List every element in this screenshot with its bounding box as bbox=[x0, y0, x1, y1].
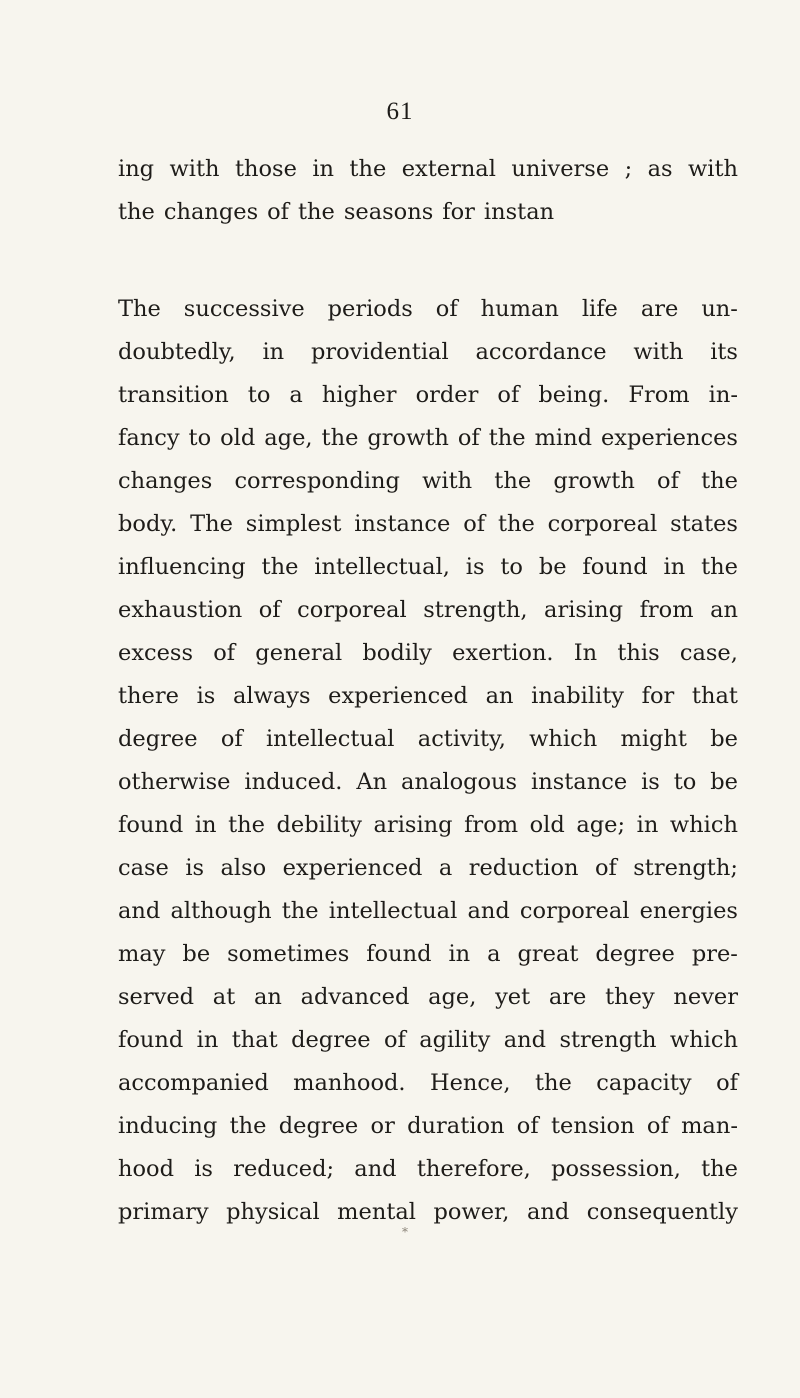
word: manhood. bbox=[293, 1070, 406, 1096]
word: duration bbox=[407, 1113, 505, 1139]
word: arising bbox=[373, 812, 453, 838]
word: the bbox=[349, 156, 387, 182]
word: capacity bbox=[596, 1070, 692, 1096]
word: found bbox=[118, 812, 184, 838]
word: found bbox=[366, 941, 432, 967]
text-line bbox=[118, 632, 738, 675]
text-line bbox=[118, 191, 738, 234]
word: consequently bbox=[586, 1199, 738, 1225]
word: advanced bbox=[300, 984, 410, 1010]
word: age, bbox=[264, 425, 313, 451]
word: old bbox=[220, 425, 256, 451]
word: order bbox=[415, 382, 479, 408]
word: strength, bbox=[423, 597, 528, 623]
word: for bbox=[442, 199, 475, 225]
word: never bbox=[673, 984, 738, 1010]
word: the bbox=[701, 468, 738, 494]
word: of bbox=[657, 468, 679, 494]
word: with bbox=[633, 339, 684, 365]
word: this bbox=[617, 640, 660, 666]
paragraph-1 bbox=[118, 148, 738, 234]
text-line bbox=[118, 148, 738, 191]
word: transition bbox=[118, 382, 229, 408]
word: exhaustion bbox=[118, 597, 243, 623]
word: corporeal bbox=[297, 597, 407, 623]
text-line bbox=[118, 1062, 738, 1105]
word: served bbox=[118, 984, 195, 1010]
word: being. bbox=[538, 382, 610, 408]
word: degree bbox=[118, 726, 198, 752]
word: great bbox=[517, 941, 579, 967]
word: are bbox=[640, 296, 679, 322]
text-line bbox=[118, 1148, 738, 1191]
word: changes bbox=[163, 199, 259, 225]
word: tension bbox=[550, 1113, 635, 1139]
word: excess bbox=[118, 640, 194, 666]
word: be bbox=[710, 726, 738, 752]
word: power, bbox=[433, 1199, 510, 1225]
word: hood bbox=[118, 1156, 174, 1182]
word: analogous bbox=[401, 769, 518, 795]
word: simplest bbox=[245, 511, 342, 537]
word: agility bbox=[419, 1027, 491, 1053]
word: and bbox=[503, 1027, 547, 1053]
word: the bbox=[281, 898, 319, 924]
word: primary bbox=[118, 1199, 209, 1225]
word: the bbox=[701, 554, 738, 580]
word: corporeal bbox=[519, 898, 630, 924]
word: degree bbox=[595, 941, 675, 967]
word: in bbox=[312, 156, 334, 182]
word: is bbox=[185, 855, 205, 881]
word: is bbox=[196, 683, 216, 709]
word: successive bbox=[183, 296, 305, 322]
word: the bbox=[488, 425, 526, 451]
word: the bbox=[701, 1156, 738, 1182]
text-line bbox=[118, 331, 738, 374]
word: external bbox=[401, 156, 496, 182]
word: in bbox=[636, 812, 659, 838]
word: growth bbox=[367, 425, 449, 451]
text-line bbox=[118, 417, 738, 460]
word: body. bbox=[118, 511, 178, 537]
text-line bbox=[118, 718, 738, 761]
word: the bbox=[298, 199, 335, 225]
word: bodily bbox=[362, 640, 432, 666]
word: is bbox=[194, 1156, 213, 1182]
word: to bbox=[673, 769, 697, 795]
word: they bbox=[605, 984, 655, 1010]
word: of bbox=[383, 1027, 406, 1053]
word: to bbox=[188, 425, 212, 451]
word: Hence, bbox=[430, 1070, 511, 1096]
word: of bbox=[463, 511, 486, 537]
word: with bbox=[688, 156, 738, 182]
word: accompanied bbox=[118, 1070, 269, 1096]
word: is bbox=[641, 769, 660, 795]
word: degree bbox=[291, 1027, 371, 1053]
word: induced. bbox=[244, 769, 343, 795]
text-line bbox=[118, 675, 738, 718]
word: otherwise bbox=[118, 769, 231, 795]
word: inducing bbox=[118, 1113, 218, 1139]
word: universe bbox=[511, 156, 610, 182]
word: old bbox=[529, 812, 565, 838]
word: are bbox=[548, 984, 587, 1010]
word: man- bbox=[681, 1113, 738, 1139]
word: changes bbox=[118, 468, 213, 494]
word: in- bbox=[708, 382, 738, 408]
text-line bbox=[118, 288, 738, 331]
word: and bbox=[526, 1199, 570, 1225]
word: to bbox=[247, 382, 271, 408]
word: in bbox=[196, 1027, 219, 1053]
text-line bbox=[118, 890, 738, 933]
word: in bbox=[262, 339, 285, 365]
word: the bbox=[229, 1113, 267, 1139]
word: or bbox=[370, 1113, 395, 1139]
word: intellectual, bbox=[314, 554, 450, 580]
word: debility bbox=[276, 812, 362, 838]
word: the bbox=[118, 199, 155, 225]
word: periods bbox=[327, 296, 413, 322]
word: doubtedly, bbox=[118, 339, 236, 365]
word: life bbox=[581, 296, 618, 322]
word: instan bbox=[483, 199, 555, 225]
word: human bbox=[480, 296, 559, 322]
footer-mark: * bbox=[402, 1225, 408, 1239]
word: that bbox=[231, 1027, 278, 1053]
text-line bbox=[118, 761, 738, 804]
word: with bbox=[422, 468, 473, 494]
word: The bbox=[190, 511, 233, 537]
paragraph-2 bbox=[118, 288, 738, 1234]
word: case bbox=[118, 855, 169, 881]
word: instance bbox=[354, 511, 451, 537]
word: of bbox=[220, 726, 243, 752]
word: possession, bbox=[551, 1156, 681, 1182]
text-line bbox=[118, 804, 738, 847]
word: intellectual bbox=[328, 898, 458, 924]
word: An bbox=[356, 769, 388, 795]
word: un- bbox=[701, 296, 738, 322]
word: an bbox=[485, 683, 514, 709]
word: arising bbox=[544, 597, 624, 623]
word: a bbox=[487, 941, 501, 967]
word: of bbox=[594, 855, 617, 881]
word: corresponding bbox=[234, 468, 400, 494]
word: of bbox=[267, 199, 289, 225]
word: activity, bbox=[417, 726, 506, 752]
word: found bbox=[582, 554, 648, 580]
word: ; bbox=[624, 156, 633, 182]
text-line bbox=[118, 589, 738, 632]
word: as bbox=[647, 156, 673, 182]
word: and bbox=[354, 1156, 397, 1182]
word: influencing bbox=[118, 554, 246, 580]
word: may bbox=[118, 941, 166, 967]
word: which bbox=[669, 812, 738, 838]
word: sometimes bbox=[227, 941, 350, 967]
word: and bbox=[467, 898, 510, 924]
word: that bbox=[691, 683, 738, 709]
word: In bbox=[573, 640, 598, 666]
word: the bbox=[497, 511, 535, 537]
word: of bbox=[258, 597, 281, 623]
word: of bbox=[457, 425, 480, 451]
word: also bbox=[220, 855, 267, 881]
word: from bbox=[464, 812, 519, 838]
word: although bbox=[170, 898, 272, 924]
page-number: 61 bbox=[386, 98, 414, 125]
word: providential bbox=[310, 339, 449, 365]
word: with bbox=[169, 156, 220, 182]
word: which bbox=[529, 726, 598, 752]
word: intellectual bbox=[265, 726, 395, 752]
word: an bbox=[253, 984, 282, 1010]
word: therefore, bbox=[416, 1156, 531, 1182]
word: of bbox=[516, 1113, 539, 1139]
word: the bbox=[494, 468, 532, 494]
word: found bbox=[118, 1027, 184, 1053]
word: energies bbox=[639, 898, 738, 924]
word: instance bbox=[531, 769, 628, 795]
word: higher bbox=[321, 382, 397, 408]
word: the bbox=[534, 1070, 572, 1096]
word: The bbox=[118, 296, 161, 322]
word: inability bbox=[531, 683, 624, 709]
word: an bbox=[710, 597, 738, 623]
word: experienced bbox=[328, 683, 468, 709]
word: of bbox=[435, 296, 458, 322]
word: is bbox=[465, 554, 485, 580]
word: of bbox=[646, 1113, 669, 1139]
word: reduced; bbox=[233, 1156, 335, 1182]
word: be bbox=[538, 554, 567, 580]
word: strength bbox=[559, 1027, 657, 1053]
word: which bbox=[669, 1027, 738, 1053]
word: seasons bbox=[343, 199, 434, 225]
word: the bbox=[321, 425, 359, 451]
word: of bbox=[497, 382, 520, 408]
text-line bbox=[118, 374, 738, 417]
word: a bbox=[289, 382, 303, 408]
text-line bbox=[118, 503, 738, 546]
word: physical bbox=[226, 1199, 320, 1225]
word: in bbox=[663, 554, 686, 580]
word: case, bbox=[679, 640, 738, 666]
word: from bbox=[639, 597, 694, 623]
word: to bbox=[500, 554, 523, 580]
word: states bbox=[670, 511, 738, 537]
word: From bbox=[628, 382, 690, 408]
word: exertion. bbox=[452, 640, 554, 666]
word: growth bbox=[553, 468, 635, 494]
word: its bbox=[710, 339, 738, 365]
word: age; bbox=[576, 812, 626, 838]
word: of bbox=[716, 1070, 738, 1096]
word: ing bbox=[118, 156, 155, 182]
word: for bbox=[641, 683, 675, 709]
word: the bbox=[261, 554, 299, 580]
word: degree bbox=[278, 1113, 359, 1139]
text-line bbox=[118, 976, 738, 1019]
word: mental bbox=[337, 1199, 416, 1225]
word: the bbox=[228, 812, 265, 838]
word: reduction bbox=[468, 855, 579, 881]
word: those bbox=[234, 156, 297, 182]
word: in bbox=[448, 941, 471, 967]
text-line bbox=[118, 1191, 738, 1234]
text-line bbox=[118, 1105, 738, 1148]
word: of bbox=[213, 640, 236, 666]
word: mind bbox=[534, 425, 592, 451]
word: be bbox=[182, 941, 211, 967]
word: might bbox=[620, 726, 687, 752]
word: at bbox=[212, 984, 236, 1010]
word: fancy bbox=[118, 425, 180, 451]
text-line bbox=[118, 460, 738, 503]
word: and bbox=[118, 898, 161, 924]
word: a bbox=[438, 855, 453, 881]
word: general bbox=[255, 640, 343, 666]
word: corporeal bbox=[547, 511, 658, 537]
word: in bbox=[194, 812, 217, 838]
word: always bbox=[232, 683, 311, 709]
text-line bbox=[118, 933, 738, 976]
word: be bbox=[710, 769, 738, 795]
word: experienced bbox=[282, 855, 423, 881]
word: yet bbox=[495, 984, 531, 1010]
word: experiences bbox=[600, 425, 738, 451]
word: pre- bbox=[691, 941, 738, 967]
text-line bbox=[118, 546, 738, 589]
word: strength; bbox=[633, 855, 738, 881]
text-line bbox=[118, 1019, 738, 1062]
word: there bbox=[118, 683, 179, 709]
word: age, bbox=[428, 984, 477, 1010]
text-line bbox=[118, 847, 738, 890]
word: accordance bbox=[475, 339, 607, 365]
